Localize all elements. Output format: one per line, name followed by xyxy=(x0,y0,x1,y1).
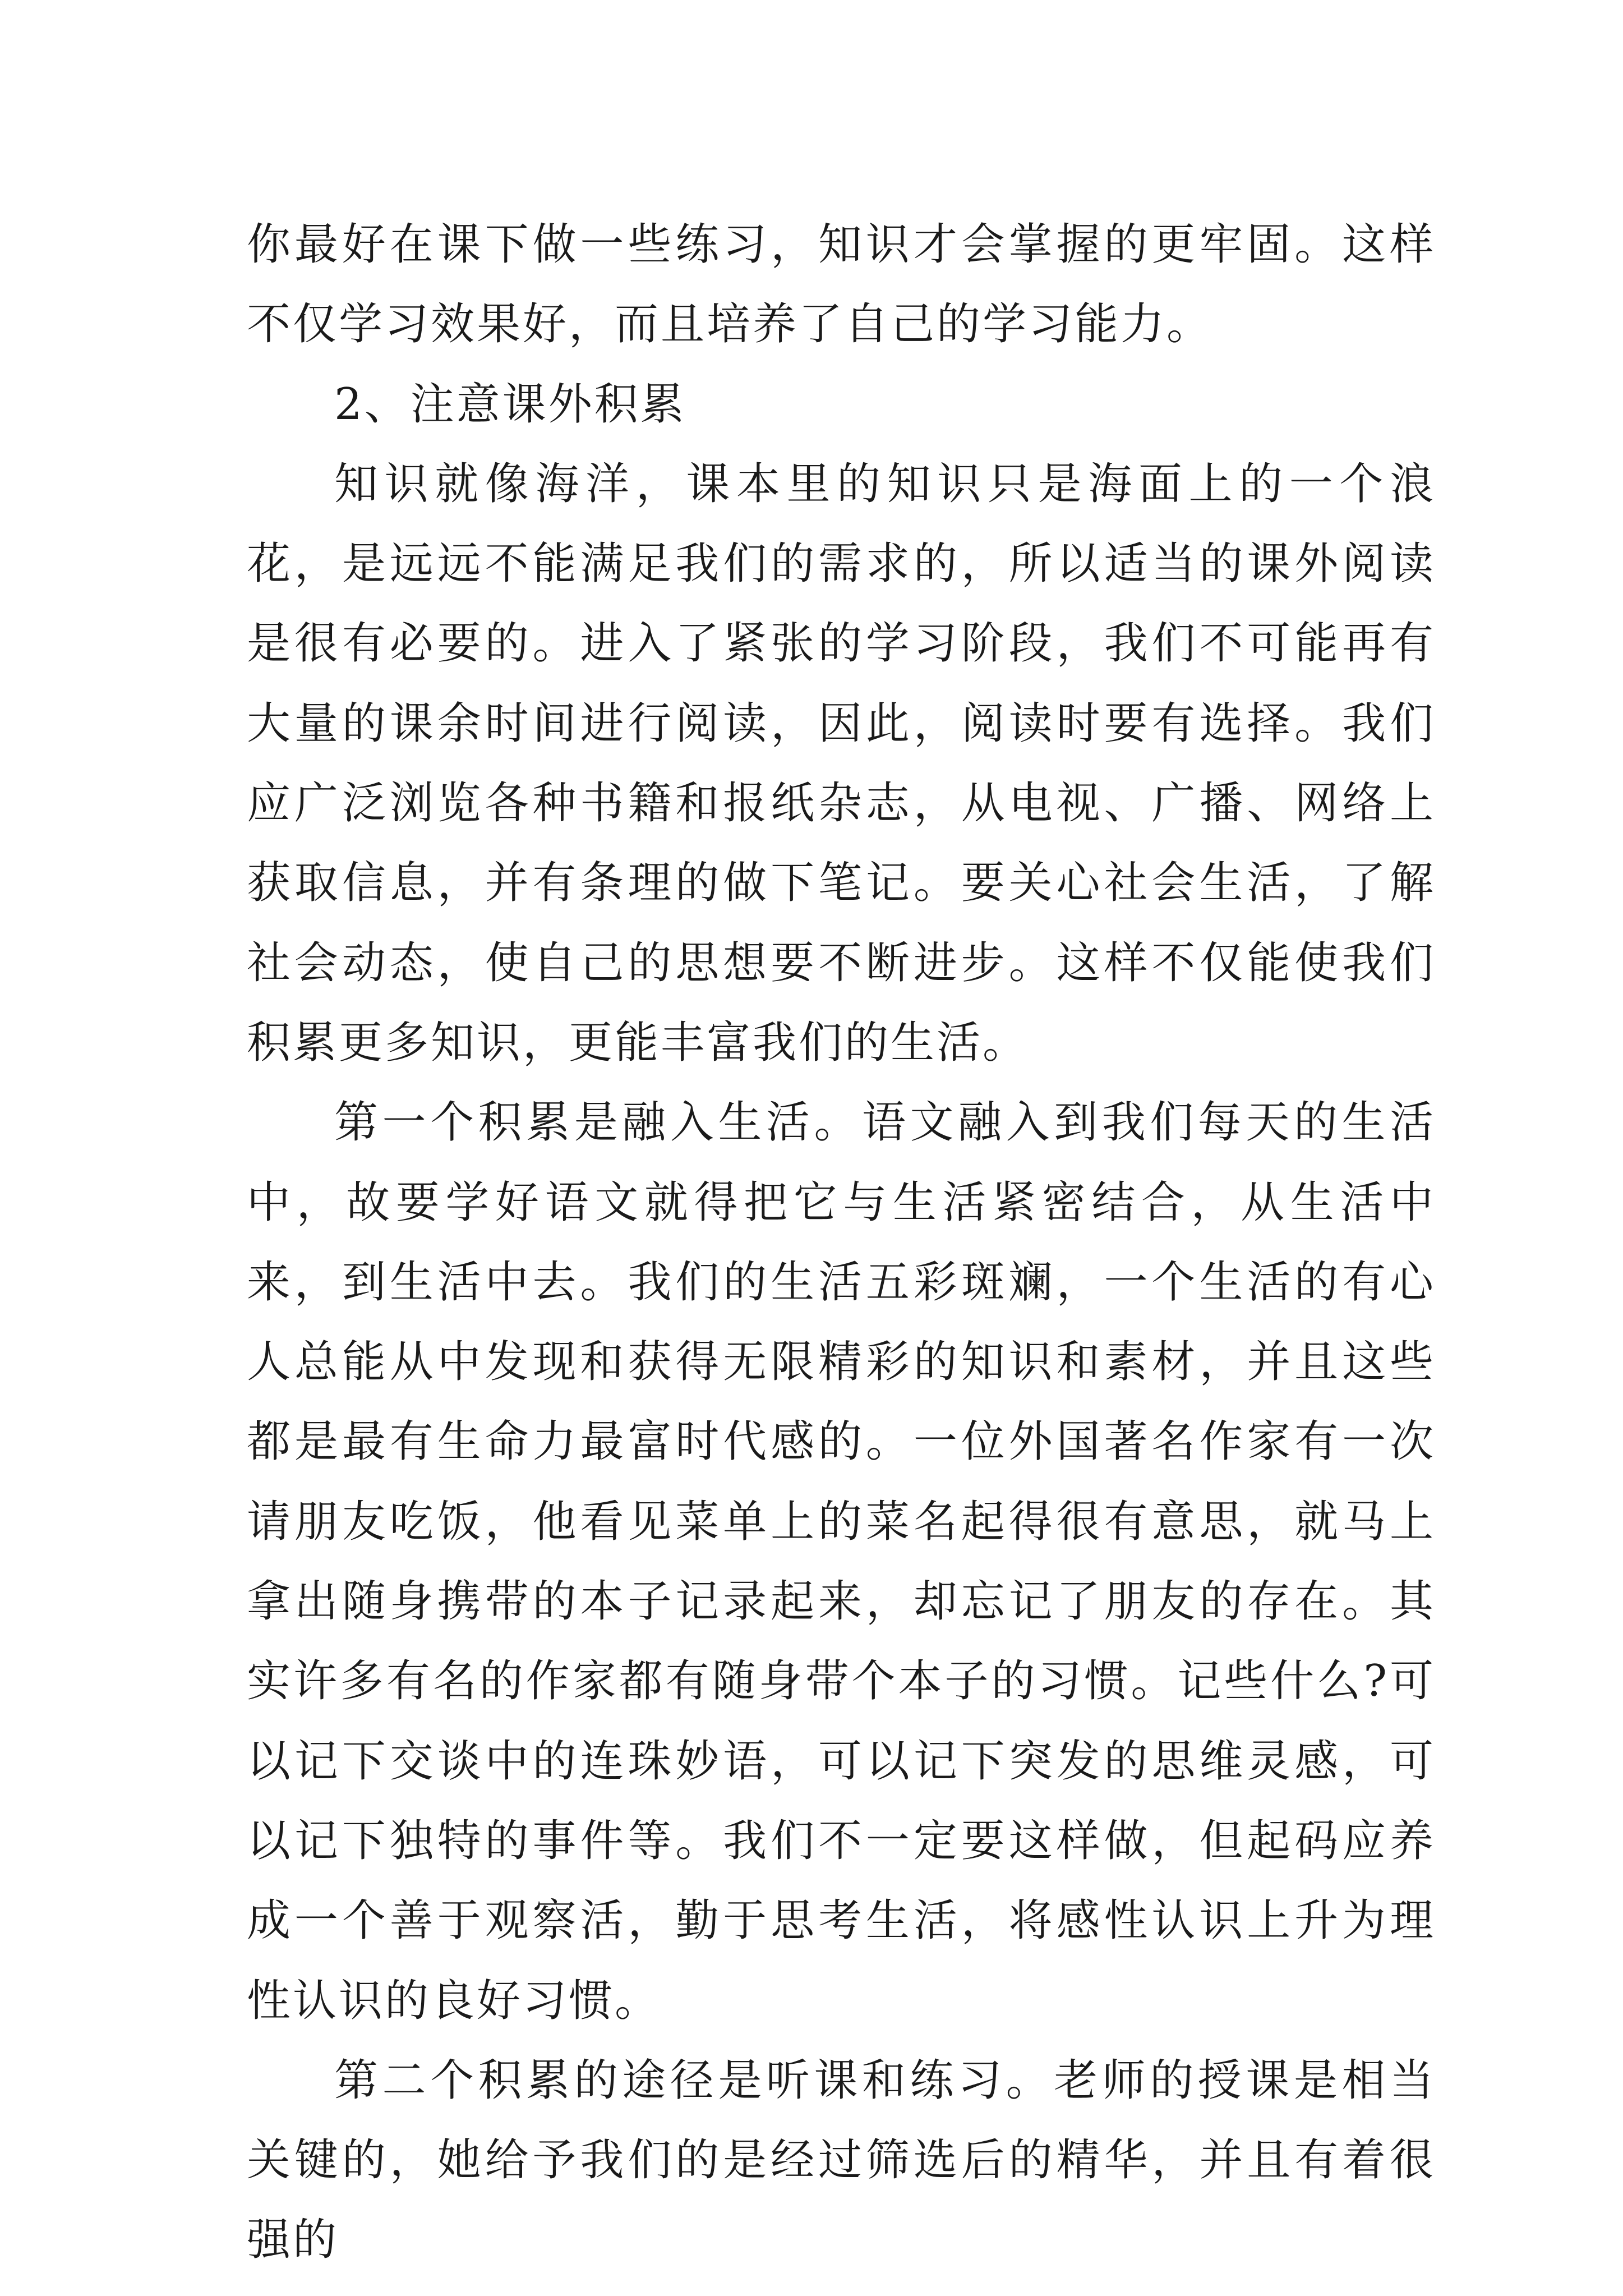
document-body xyxy=(247,205,1436,2280)
section-heading: 2、注意课外积累 xyxy=(334,379,686,430)
paragraph-first-accumulation: 第一个积累是融入生活。语文融入到我们每天的生活中，故要学好语文就得把它与生活紧密结合，从生活中来，到生活中去。我们的生活五彩斑斓，一个生活的有心人总能从中发现和获得无限精彩的知识和素材，并且这些都是最有生命力最富时代感的。一位外国著名作家有一次请朋友吃饭，他看见菜单上的菜名起得很有意思，就马上拿出随身携带的本子记录起来，却忘记了朋友的存在。其实许多有名的作家都有随身带个本子的习惯。记些什么?可以记下交谈中的连珠妙语，可以记下突发的思维灵感，可以记下独特的事件等。我们不一定要这样做，但起码应养成一个善于观察活，勤于思考生活，将感性认识上升为理性认识的良好习惯。 xyxy=(247,1097,1436,2026)
paragraph-continuation: 你最好在课下做一些练习，知识才会掌握的更牢固。这样不仅学习效果好，而且培养了自己的学习能力。 xyxy=(247,219,1436,350)
paragraph-second-accumulation: 第二个积累的途径是听课和练习。老师的授课是相当关键的，她给予我们的是经过筛选后的精华，并且有着很强的 xyxy=(247,2055,1436,2266)
paragraph-extracurricular-reading: 知识就像海洋，课本里的知识只是海面上的一个浪花，是远远不能满足我们的需求的，所以适当的课外阅读是很有必要的。进入了紧张的学习阶段，我们不可能再有大量的课余时间进行阅读，因此，阅读时要有选择。我们应广泛浏览各种书籍和报纸杂志，从电视、广播、网络上获取信息，并有条理的做下笔记。要关心社会生活，了解社会动态，使自己的思想要不断进步。这样不仅能使我们积累更多知识，更能丰富我们的生活。 xyxy=(247,458,1436,1068)
